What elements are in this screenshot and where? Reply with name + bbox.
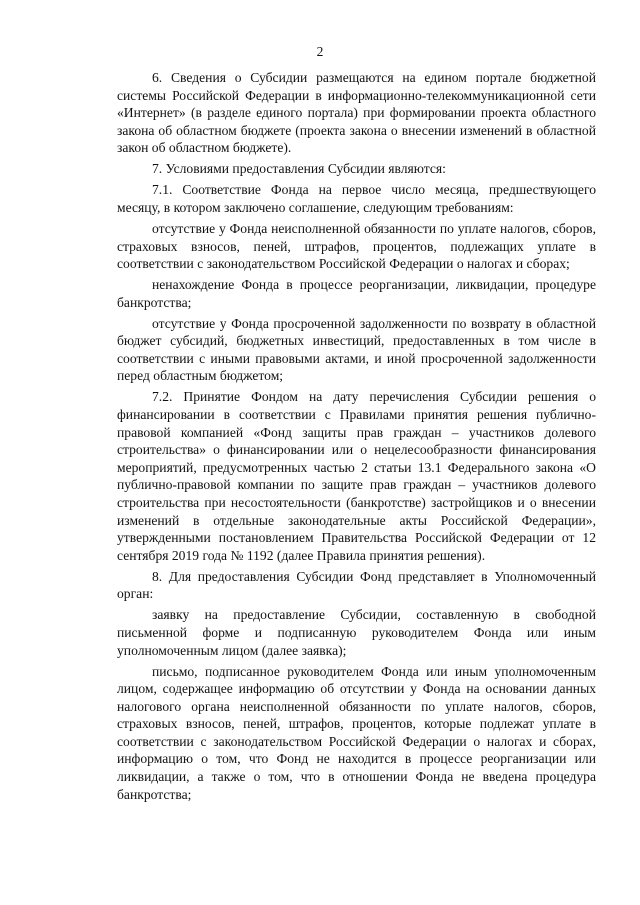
document-body	[117, 69, 596, 807]
paragraph-7-2: 7.2. Принятие Фондом на дату перечисления Субсидии решения о финансировании в соответствии с Правилами принятия решения публично-правовой компанией «Фонд защиты прав граждан – участников долевого строительства» о финансировании или о нецелесообразности финансирования мероприятий, предусмотренных частью 2 статьи 13.1 Федерального закона «О публично-правовой компании по защите прав граждан – участников долевого строительства при несостоятельности (банкротстве) застройщиков и о внесении изменений в отдельные законодательные акты Российской Федерации», утвержденными постановлением Правительства Российской Федерации от 12 сентября 2019 года № 1192 (далее Правила принятия решения).	[117, 389, 596, 563]
paragraph-8: 8. Для предоставления Субсидии Фонд представляет в Уполномоченный орган:	[117, 568, 596, 602]
paragraph-6: 6. Сведения о Субсидии размещаются на едином портале бюджетной системы Российской Федерации в информационно-телекоммуникационной сети «Интернет» (в разделе единого портала) при формировании проекта областного закона об областном бюджете (проекта закона о внесении изменений в областной закон об областном бюджете).	[117, 70, 596, 156]
requirement-no-reorganization: ненахождение Фонда в процессе реорганизации, ликвидации, процедуре банкротства;	[117, 277, 596, 310]
paragraph-7-1: 7.1. Соответствие Фонда на первое число месяца, предшествующего месяцу, в котором заключено соглашение, следующим требованиям:	[117, 182, 596, 215]
document-application: заявку на предоставление Субсидии, составленную в свободной письменной форме и подписанную руководителем Фонда или иным уполномоченным лицом (далее заявка);	[117, 607, 596, 658]
paragraph-7: 7. Условиями предоставления Субсидии являются:	[152, 161, 446, 177]
requirement-no-tax-debt: отсутствие у Фонда неисполненной обязанности по уплате налогов, сборов, страховых взносов, пеней, штрафов, процентов, подлежащих уплате в соответствии с законодательством Российской Федерации о налогах и сборах;	[117, 220, 596, 272]
page-number: 2	[316, 44, 324, 59]
document-letter: письмо, подписанное руководителем Фонда или иным уполномоченным лицом, содержащее информацию об отсутствии у Фонда на основании данных налогового органа неисполненной обязанности по уплате налогов, сборов, страховых взносов, пеней, штрафов, процентов, которые подлежат уплате в соответствии с законодательством Российской Федерации о налогах и сборах, информацию о том, что Фонд не находится в процессе реорганизации или ликвидации, а также о том, что в отношении Фонда не введена процедура банкротства;	[117, 663, 596, 802]
requirement-no-overdue-debt: отсутствие у Фонда просроченной задолженности по возврату в областной бюджет субсидий, бюджетных инвестиций, предоставленных в том числе в соответствии с иными правовыми актами, и иной просроченной задолженности перед областным бюджетом;	[117, 315, 596, 384]
